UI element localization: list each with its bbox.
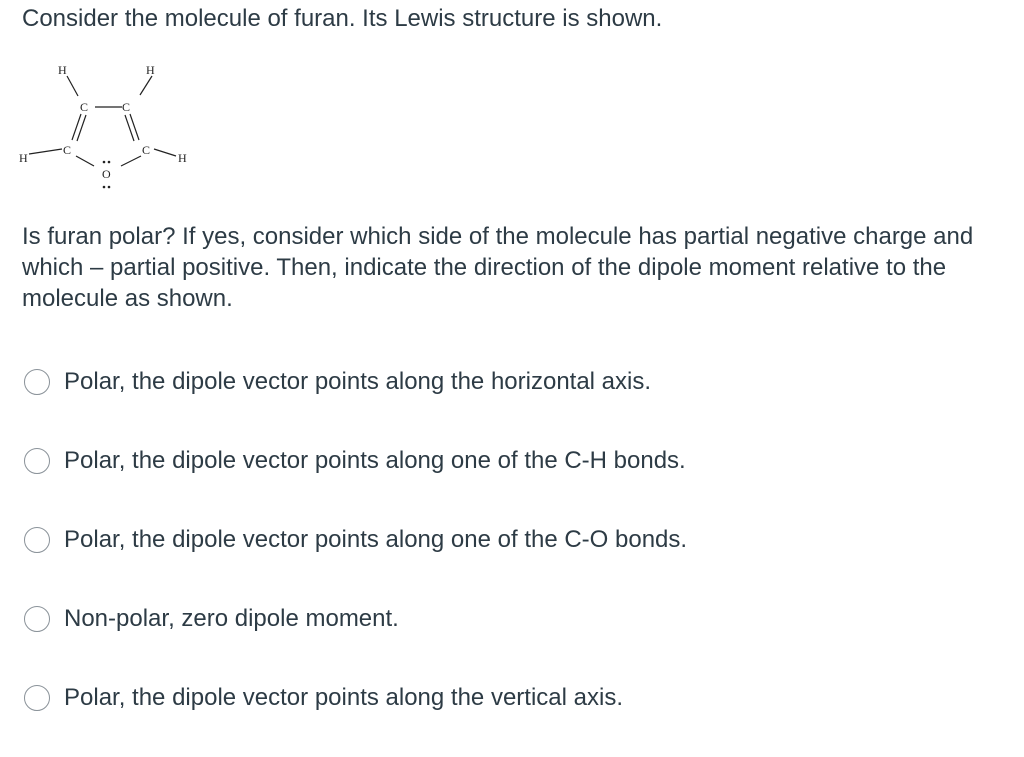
atom-h-right: H xyxy=(178,151,187,165)
answer-option[interactable] xyxy=(24,520,687,560)
radio-button-icon[interactable] xyxy=(24,369,50,395)
atom-h-top-right: H xyxy=(146,63,155,77)
atom-c-right: C xyxy=(142,143,151,157)
radio-button-icon[interactable] xyxy=(24,527,50,553)
atom-h-left: H xyxy=(19,151,28,165)
answer-option[interactable] xyxy=(24,599,687,639)
atom-c-top-left: C xyxy=(80,100,89,114)
answer-option[interactable] xyxy=(24,362,687,402)
radio-button-icon[interactable] xyxy=(24,685,50,711)
answer-option-label: Polar, the dipole vector points along one of the C-O bonds. xyxy=(64,526,688,553)
answer-option-label: Polar, the dipole vector points along one of the C-H bonds. xyxy=(64,447,686,474)
answer-option[interactable] xyxy=(24,678,687,718)
question-prompt: Is furan polar? If yes, consider which side of the molecule has partial negative charge and which – partial positive. Then, indicate the direction of the dipole moment relative to the molecule as shown. xyxy=(22,223,974,312)
answer-option[interactable] xyxy=(24,441,687,481)
furan-lewis-structure xyxy=(18,58,218,200)
answer-option-label: Non-polar, zero dipole moment. xyxy=(64,605,399,632)
atom-h-top-left: H xyxy=(58,63,67,77)
answer-option-label: Polar, the dipole vector points along the vertical axis. xyxy=(64,684,623,711)
answer-options xyxy=(24,362,687,757)
radio-button-icon[interactable] xyxy=(24,448,50,474)
atom-c-top-right: C xyxy=(122,100,131,114)
atom-c-left: C xyxy=(63,143,72,157)
answer-option-label: Polar, the dipole vector points along the horizontal axis. xyxy=(64,368,652,395)
radio-button-icon[interactable] xyxy=(24,606,50,632)
question-intro: Consider the molecule of furan. Its Lewis structure is shown. xyxy=(22,5,663,32)
atom-oxygen: O xyxy=(102,167,111,181)
